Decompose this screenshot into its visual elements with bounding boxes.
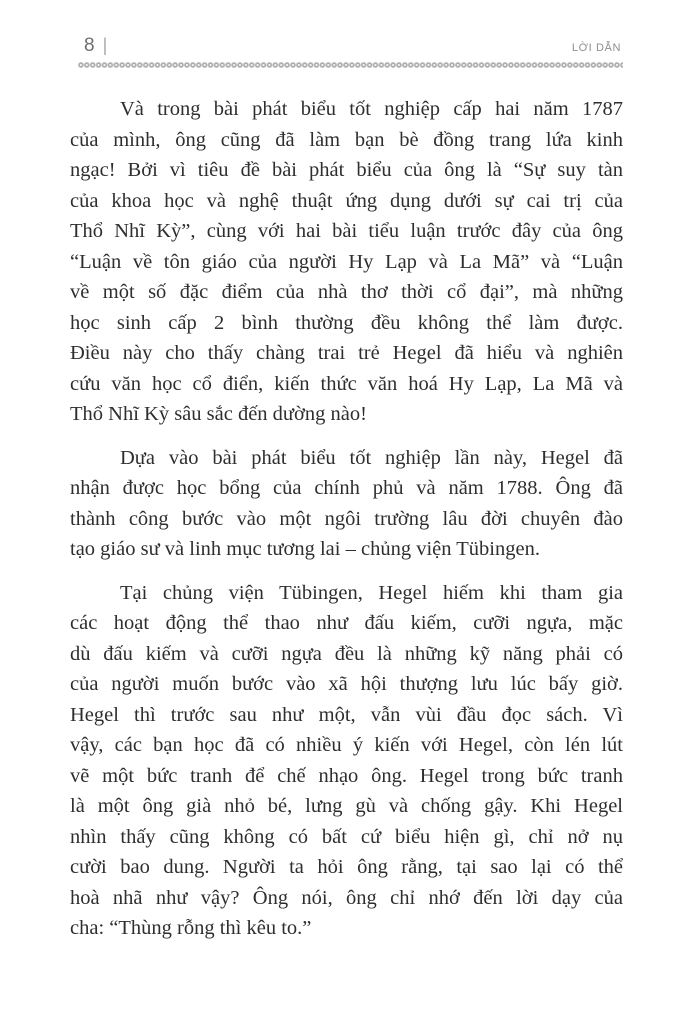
text-line: nhận được học bổng của chính phủ và năm 1788. Ông đã bbox=[70, 477, 623, 499]
header-left-group bbox=[84, 36, 107, 55]
text-line: của người muốn bước vào xã hội thượng lưu lúc bấy giờ. bbox=[70, 673, 623, 695]
text-line: hoà nhã như vậy? Ông nói, ông chỉ nhớ đến lời dạy của bbox=[70, 886, 623, 909]
body-text-block bbox=[70, 94, 623, 957]
text-line: Thổ Nhĩ Kỳ sâu sắc đến dường nào! bbox=[70, 403, 367, 425]
text-line: tạo giáo sư và linh mục tương lai – chủng viện Tübingen. bbox=[70, 538, 540, 560]
paragraph bbox=[70, 443, 623, 565]
text-line: “Luận về tôn giáo của người Hy Lạp và La Mã” và “Luận bbox=[70, 250, 623, 273]
text-line: là một ông già nhỏ bé, lưng gù và chống gậy. Khi Hegel bbox=[70, 795, 623, 817]
text-line: Tại chủng viện Tübingen, Hegel hiếm khi tham gia bbox=[120, 581, 623, 604]
text-line: của khoa học và nghệ thuật ứng dụng dưới sự cai trị của bbox=[70, 189, 623, 212]
page-header bbox=[84, 36, 621, 60]
text-line: vậy, các bạn học đã có nhiều ý kiến với Hegel, còn lén lút bbox=[70, 734, 623, 756]
text-line: vẽ một bức tranh để chế nhạo ông. Hegel trong bức tranh bbox=[70, 764, 623, 787]
paragraph bbox=[70, 94, 623, 430]
header-divider: | bbox=[102, 35, 108, 55]
text-line: các hoạt động thể thao như đấu kiếm, cưỡi ngựa, mặc bbox=[70, 612, 623, 634]
text-line: của mình, ông cũng đã làm bạn bè đồng trang lứa kinh bbox=[70, 128, 623, 151]
text-line: cứu văn học cổ điển, kiến thức văn hoá Hy Lạp, La Mã và bbox=[70, 372, 623, 395]
page-number: 8 bbox=[84, 35, 95, 56]
text-line: Dựa vào bài phát biểu tốt nghiệp lần này, Hegel đã bbox=[120, 446, 623, 469]
paragraph bbox=[70, 578, 623, 944]
text-line: Thổ Nhĩ Kỳ”, cùng với hai bài tiểu luận trước đây của ông bbox=[70, 220, 623, 242]
text-line: Và trong bài phát biểu tốt nghiệp cấp hai năm 1787 bbox=[120, 98, 623, 120]
text-line: ngạc! Bởi vì tiêu đề bài phát biểu của ông là “Sự suy tàn bbox=[70, 159, 623, 181]
text-line: Điều này cho thấy chàng trai trẻ Hegel đã hiểu và nghiên bbox=[70, 342, 623, 364]
text-line: Hegel thì trước sau như một, vẫn vùi đầu đọc sách. Vì bbox=[70, 703, 623, 726]
text-line: về một số đặc điểm của nhà thơ thời cổ đại”, mà những bbox=[70, 281, 623, 303]
text-line: nhìn thấy cũng không có bất cứ biểu hiện gì, chỉ nở nụ bbox=[70, 825, 623, 848]
text-line: cha: “Thùng rỗng thì kêu to.” bbox=[70, 917, 312, 939]
decorative-bead-rule bbox=[78, 61, 623, 69]
running-head-title: LỜI DẪN bbox=[571, 42, 621, 54]
text-line: học sinh cấp 2 bình thường đều không thể làm được. bbox=[70, 311, 623, 334]
text-line: dù đấu kiếm và cưỡi ngựa đều là những kỹ năng phải có bbox=[70, 642, 623, 665]
text-line: thành công bước vào một ngôi trường lâu đời chuyên đào bbox=[70, 507, 623, 530]
text-line: cười bao dung. Người ta hỏi ông rằng, tại sao lại có thể bbox=[70, 856, 623, 878]
